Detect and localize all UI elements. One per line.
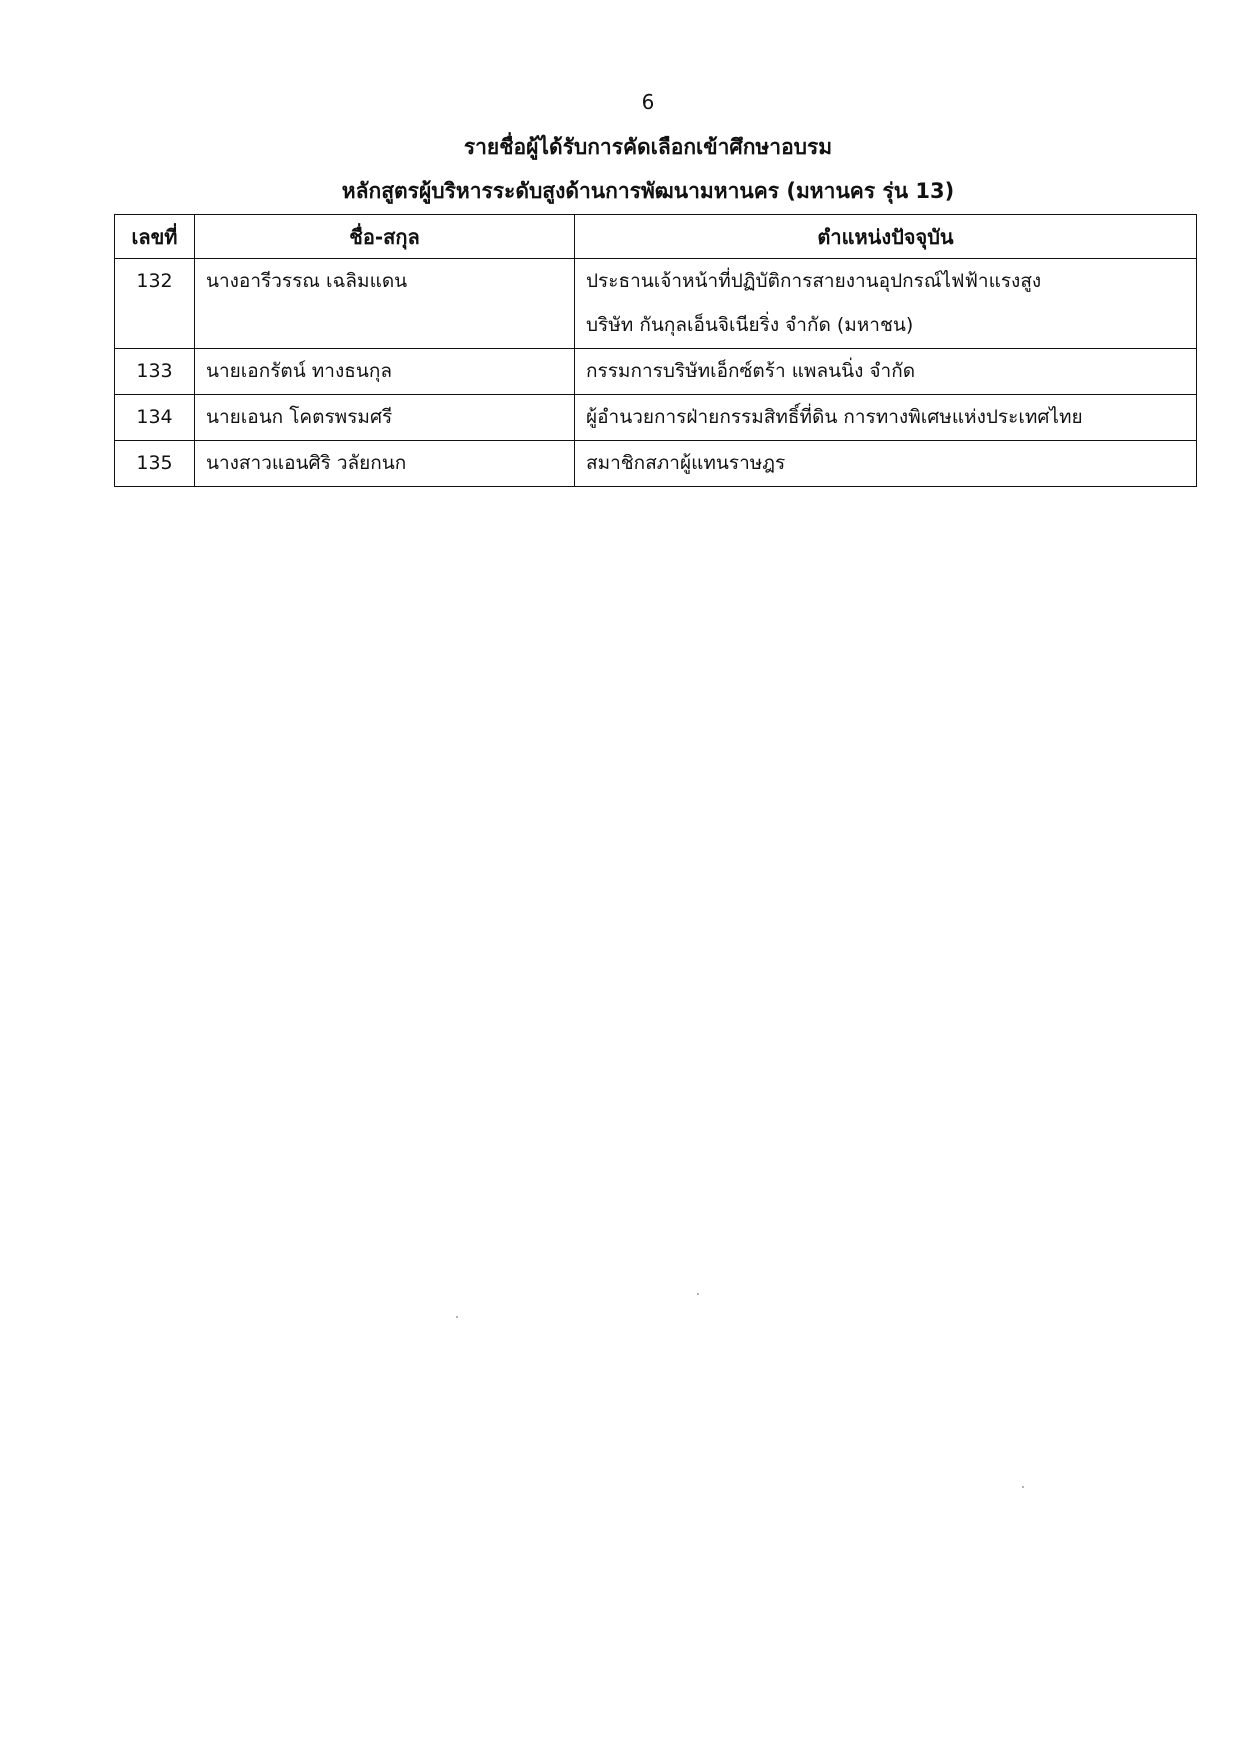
row-position (575, 441, 1197, 487)
position-line: ผู้อำนวยการฝ่ายกรรมสิทธิ์ที่ดิน การทางพิเศษแห่งประเทศไทย (586, 406, 1083, 428)
row-position (575, 349, 1197, 395)
scan-speck (456, 1316, 458, 1318)
scan-speck (697, 1293, 699, 1295)
table-row (115, 349, 1197, 395)
row-name: นายเอกรัตน์ ทางธนกุล (195, 349, 575, 395)
row-position (575, 259, 1197, 349)
row-number: 132 (115, 259, 195, 349)
position-line: บริษัท กันกุลเอ็นจิเนียริ่ง จำกัด (มหาชน) (586, 314, 914, 336)
header-position: ตำแหน่งปัจจุบัน (575, 215, 1197, 259)
row-name: นายเอนก โคตรพรมศรี (195, 395, 575, 441)
position-line: ประธานเจ้าหน้าที่ปฏิบัติการสายงานอุปกรณ์ไฟฟ้าแรงสูง (586, 270, 1042, 292)
table-header-row (115, 215, 1197, 259)
position-line: กรรมการบริษัทเอ็กซ์ตร้า แพลนนิ่ง จำกัด (586, 360, 916, 382)
row-number: 135 (115, 441, 195, 487)
header-name: ชื่อ-สกุล (195, 215, 575, 259)
row-name: นางสาวแอนศิริ วลัยกนก (195, 441, 575, 487)
position-line: สมาชิกสภาผู้แทนราษฎร (586, 452, 786, 474)
table-row (115, 395, 1197, 441)
table-row (115, 259, 1197, 349)
page-number: 6 (641, 90, 655, 114)
document-title: รายชื่อผู้ได้รับการคัดเลือกเข้าศึกษาอบรม (463, 135, 833, 159)
row-position (575, 395, 1197, 441)
row-name: นางอารีวรรณ เฉลิมแดน (195, 259, 575, 349)
row-number: 134 (115, 395, 195, 441)
course-title: หลักสูตรผู้บริหารระดับสูงด้านการพัฒนามหานคร (มหานคร รุ่น 13) (341, 179, 955, 203)
table-row (115, 441, 1197, 487)
scan-speck (1022, 1486, 1024, 1488)
row-number: 133 (115, 349, 195, 395)
participant-table (114, 214, 1197, 487)
header-number: เลขที่ (115, 215, 195, 259)
